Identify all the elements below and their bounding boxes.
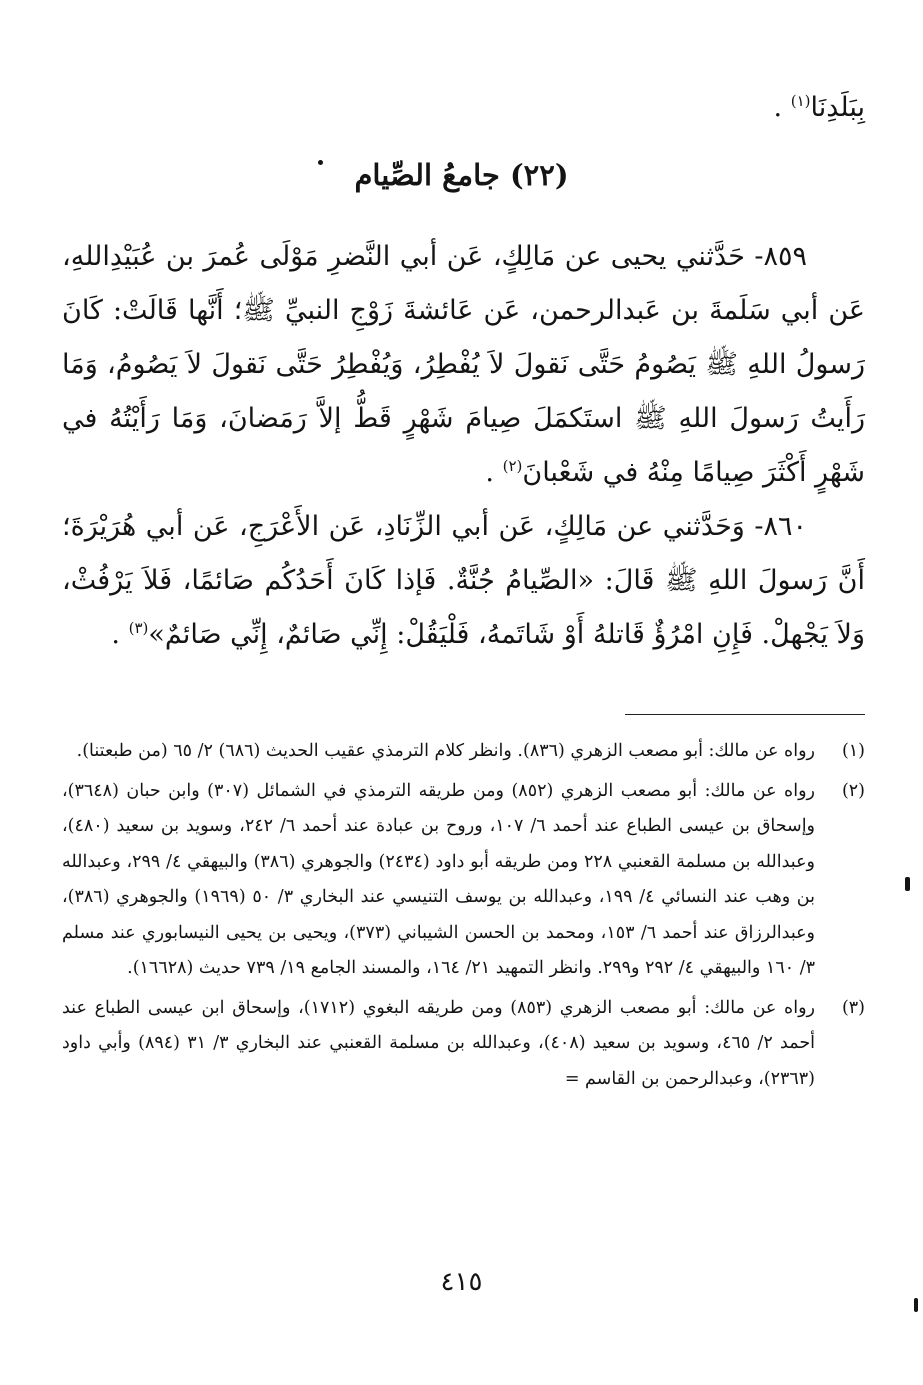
footnote-ref[interactable]: (٢) <box>502 457 523 475</box>
footnote-number: (١) <box>841 741 865 761</box>
page-number: ٤١٥ <box>440 1267 483 1297</box>
continuation-end: . <box>773 92 791 123</box>
footnote-divider <box>625 714 865 715</box>
footnote-text: رواه عن مالك: أبو مصعب الزهري (٨٥٣) ومن طريقه البغوي (١٧١٢)، وإسحاق ابن عيسى الطباع عند أحمد ٢/ ٤٦٥، وسويد بن سعيد (٤٠٨)، وعبدالله بن مسلمة القعنبي عند البخاري ٣/ ٣١ (٨٩٤) وأبي داود (٢٣٦٣)، وعبدالرحمن بن القاسم = <box>62 997 815 1089</box>
hadith-end: . <box>485 457 503 488</box>
scan-artifact <box>914 1298 918 1312</box>
footnotes-section <box>62 734 865 1101</box>
chapter-title: (٢٢) جامعُ الصِّيام <box>354 158 569 192</box>
footnote-number: (٣) <box>841 997 865 1018</box>
hadith-text: ٨٥٩- حَدَّثني يحيى عن مَالِكٍ، عَن أبي النَّضرِ مَوْلَى عُمرَ بن عُبَيْدِاللهِ، عَن أبي سَلَمةَ بن عَبدالرحمن، عَن عَائشةَ زَوْجِ النبيِّ ﷺ؛ أَنَّها قَالَتْ: كَانَ رَسولُ اللهِ ﷺ يَصُومُ حَتَّى نَقولَ لاَ يُفْطِرُ، وَيُفْطِرُ حَتَّى نَقولَ لاَ يَصُومُ، وَمَا رَأَيتُ رَسولَ اللهِ ﷺ استَكمَلَ صِيامَ شَهْرٍ قَطُّ إلاَّ رَمَضانَ، وَمَا رَأَيْتُهُ في شَهْرٍ أَكْثَرَ صِيامًا مِنْهُ في شَعْبانَ <box>62 241 865 488</box>
continuation-line <box>774 88 865 128</box>
footnote-item <box>62 991 865 1098</box>
footnote-ref[interactable]: (٣) <box>128 619 149 637</box>
continuation-text: بِبَلَدِنَا <box>810 92 865 123</box>
footnote-item <box>62 734 865 770</box>
footnote-ref[interactable]: (١) <box>790 92 811 110</box>
scan-artifact <box>905 877 910 891</box>
footnote-text: رواه عن مالك: أبو مصعب الزهري (٨٣٦). وانظر كلام الترمذي عقيب الحديث (٦٨٦) ٢/ ٦٥ (من طبعتنا). <box>76 741 815 761</box>
footnote-number: (٢) <box>841 780 865 801</box>
footnote-item <box>62 774 865 987</box>
hadith-paragraph <box>62 500 865 662</box>
hadith-paragraph <box>62 230 865 500</box>
footnote-text: رواه عن مالك: أبو مصعب الزهري (٨٥٢) ومن طريقه الترمذي في الشمائل (٣٠٧) وابن حبان (٣٦٤٨)، وإسحاق بن عيسى الطباع عند أحمد ٦/ ١٠٧، وروح بن عبادة عند أحمد ٦/ ٢٤٢، وسويد بن سعيد (٤٨٠)، وعبدالله بن مسلمة القعنبي ٢٢٨ ومن طريقه أبو داود (٢٤٣٤) والجوهري (٣٨٦) والبيهقي ٤/ ٢٩٩، وعبدالله بن وهب عند النسائي ٤/ ١٩٩، وعبدالله بن يوسف التنيسي عند البخاري ٣/ ٥٠ (١٩٦٩) والجوهري (٣٨٦)، وعبدالرزاق عند أحمد ٦/ ١٥٣، ومحمد بن الحسن الشيباني (٣٧٣)، ويحيى بن يحيى النيسابوري عند مسلم ٣/ ١٦٠ والبيهقي ٤/ ٢٩٢ و٢٩٩. وانظر التمهيد ٢١/ ١٦٤، والمسند الجامع ١٩/ ٧٣٩ حديث (١٦٦٢٨). <box>62 780 816 978</box>
hadith-end: . <box>111 619 129 650</box>
hadith-text: ٨٦٠- وَحَدَّثني عن مَالِكٍ، عَن أبي الزِّنَادِ، عَن الأَعْرَجِ، عَن أبي هُرَيْرَةَ؛ أَنَّ رَسولَ اللهِ ﷺ قَالَ: «الصِّيامُ جُنَّةٌ. فَإذا كَانَ أَحَدُكُم صَائمًا، فَلاَ يَرْفُثْ، وَلاَ يَجْهلْ. فَإِنِ امْرُؤٌ قَاتلهُ أَوْ شَاتَمهُ، فَلْيَقُلْ: إِنِّي صَائمٌ، إِنِّي صَائمٌ» <box>62 511 865 650</box>
